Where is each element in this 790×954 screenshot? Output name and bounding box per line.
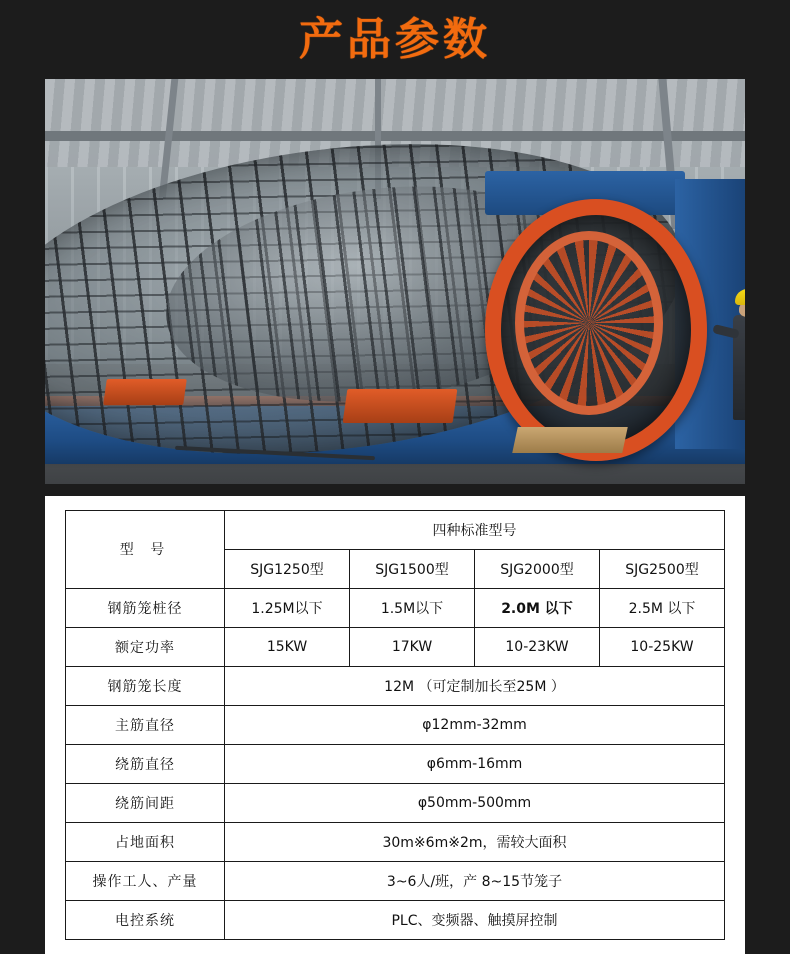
cage-support-stand [103,379,187,405]
row-value: 2.5M 以下 [600,588,725,627]
table-row [66,861,725,900]
row-value: 30m※6m※2m，需较大面积 [225,822,725,861]
row-value: 15KW [225,627,350,666]
row-value: φ12mm-32mm [225,705,725,744]
table-row [66,588,725,627]
model-cell: SJG2500型 [600,549,725,588]
row-label: 钢筋笼桩径 [66,588,225,627]
row-value: 12M （可定制加长至25M ） [225,666,725,705]
table-row [66,822,725,861]
row-value: φ6mm-16mm [225,744,725,783]
row-value: 3~6人/班，产 8~15节笼子 [225,861,725,900]
row-label: 额定功率 [66,627,225,666]
table-row [66,705,725,744]
row-value: 2.0M 以下 [475,588,600,627]
model-cell: SJG2000型 [475,549,600,588]
wood-board [512,427,628,453]
table-row [66,783,725,822]
spec-table-body [66,510,725,939]
table-row-model-group [66,510,725,549]
spec-table-container [45,496,745,954]
row-value: 1.5M以下 [350,588,475,627]
model-cell: SJG1250型 [225,549,350,588]
row-label: 主筋直径 [66,705,225,744]
row-label: 占地面积 [66,822,225,861]
table-row [66,627,725,666]
model-cell: SJG1500型 [350,549,475,588]
table-row [66,744,725,783]
row-label: 绕筋间距 [66,783,225,822]
row-value: φ50mm-500mm [225,783,725,822]
row-label: 绕筋直径 [66,744,225,783]
photo-canvas [45,79,745,484]
rotating-ring-inner [515,231,663,415]
row-value: PLC、变频器、触摸屏控制 [225,900,725,939]
row-label: 钢筋笼长度 [66,666,225,705]
row-value: 1.25M以下 [225,588,350,627]
page-title: 产品参数 [299,14,491,65]
row-label: 电控系统 [66,900,225,939]
table-row [66,900,725,939]
table-row [66,666,725,705]
product-photo [45,79,745,484]
row-value: 10-23KW [475,627,600,666]
row-label-text: 型 号 [119,542,171,559]
row-value: 17KW [350,627,475,666]
spec-table [65,510,725,940]
row-label-model [66,510,225,588]
row-value: 10-25KW [600,627,725,666]
model-group-header: 四种标准型号 [225,510,725,549]
cage-support-stand [343,389,458,423]
row-label: 操作工人、产量 [66,861,225,900]
